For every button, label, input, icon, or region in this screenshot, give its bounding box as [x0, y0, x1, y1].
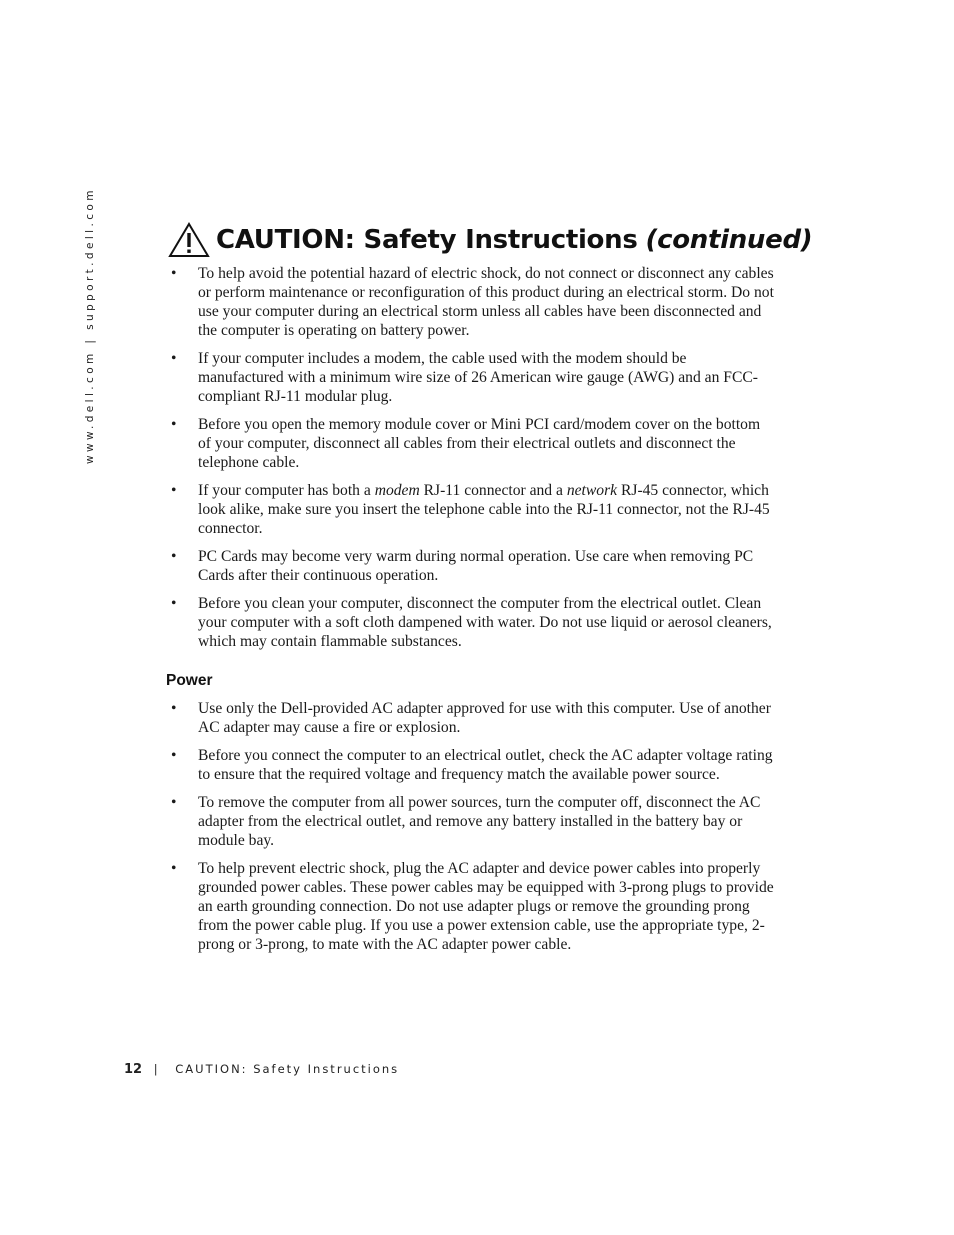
bullet-dot-icon: • — [171, 747, 177, 764]
page-number: 12 — [124, 1062, 143, 1077]
emphasized-text: modem — [374, 482, 420, 499]
bullet-text: To help avoid the potential hazard of electric shock, do not connect or disconnect any cables or perform maintenance or reconfiguration of this product during an electrical storm. Do not use your computer during an electrical storm unless all cables have been disconnected and the computer is operating on battery power. — [198, 265, 774, 339]
general-safety-list — [166, 264, 776, 651]
sidebar-url-text: www.dell.com | support.dell.com — [84, 187, 96, 464]
bullet-dot-icon: • — [171, 350, 177, 367]
page-title — [168, 220, 812, 260]
bullet-dot-icon: • — [171, 860, 177, 877]
bullet-item — [166, 859, 776, 954]
bullet-dot-icon: • — [171, 595, 177, 612]
power-heading: Power — [166, 672, 213, 689]
bullet-text: If your computer has both a — [198, 482, 375, 499]
bullet-dot-icon: • — [171, 265, 177, 282]
bullet-dot-icon: • — [171, 794, 177, 811]
bullet-item — [166, 264, 776, 340]
bullet-item — [166, 547, 776, 585]
bullet-dot-icon: • — [171, 482, 177, 499]
bullet-text: Before you open the memory module cover or Mini PCI card/modem cover on the bottom of your computer, disconnect all cables from their electrical outlets and disconnect the telephone cable. — [198, 416, 761, 471]
bullet-item — [166, 699, 776, 737]
warning-triangle-icon — [168, 222, 210, 258]
bullet-text: If your computer includes a modem, the cable used with the modem should be manufactured with a minimum wire size of 26 American wire gauge (AWG) and an FCC-compliant RJ-11 modular plug. — [198, 350, 758, 405]
bullet-dot-icon: • — [171, 700, 177, 717]
page-footer — [124, 1062, 399, 1077]
page-title-continued: (continued) — [645, 225, 813, 255]
bullet-item — [166, 349, 776, 406]
bullet-dot-icon: • — [171, 416, 177, 433]
page-title-main: CAUTION: Safety Instructions — [216, 225, 638, 255]
bullet-item — [166, 594, 776, 651]
bullet-text: PC Cards may become very warm during normal operation. Use care when removing PC Cards after their continuous operation. — [198, 548, 754, 584]
bullet-text: RJ-11 connector and a — [419, 482, 567, 499]
document-body — [166, 264, 776, 963]
bullet-item — [166, 746, 776, 784]
emphasized-text: network — [566, 482, 618, 499]
footer-separator: | — [153, 1062, 158, 1076]
bullet-item — [166, 793, 776, 850]
bullet-text: Use only the Dell-provided AC adapter approved for use with this computer. Use of another AC adapter may cause a fire or explosion. — [198, 700, 771, 736]
bullet-text: Before you clean your computer, disconnect the computer from the electrical outlet. Clean your computer with a soft cloth dampened with water. Do not use liquid or aerosol cleaners, which may contain flammable substances. — [198, 595, 772, 650]
bullet-item — [166, 481, 776, 538]
bullet-text: Before you connect the computer to an electrical outlet, check the AC adapter voltage rating to ensure that the required voltage and frequency match the available power source. — [198, 747, 773, 783]
bullet-dot-icon: • — [171, 548, 177, 565]
bullet-item — [166, 415, 776, 472]
footer-title: CAUTION: Safety Instructions — [175, 1062, 400, 1076]
power-safety-list — [166, 699, 776, 954]
bullet-text: RJ-45 connector, which look alike, make sure you insert the telephone cable into the RJ-11 connector, not the RJ-45 connector. — [198, 482, 770, 537]
bullet-text: To remove the computer from all power sources, turn the computer off, disconnect the AC adapter from the electrical outlet, and remove any battery installed in the battery bay or module bay. — [198, 794, 761, 849]
bullet-text: To help prevent electric shock, plug the AC adapter and device power cables into properly grounded power cables. These power cables may be equipped with 3-prong plugs to provide an earth grounding connection. Do not use adapter plugs or remove the grounding prong from the power cable plug. If you use a power extension cable, use the appropriate type, 2-prong or 3-prong, to mate with the AC adapter power cable. — [198, 860, 774, 953]
